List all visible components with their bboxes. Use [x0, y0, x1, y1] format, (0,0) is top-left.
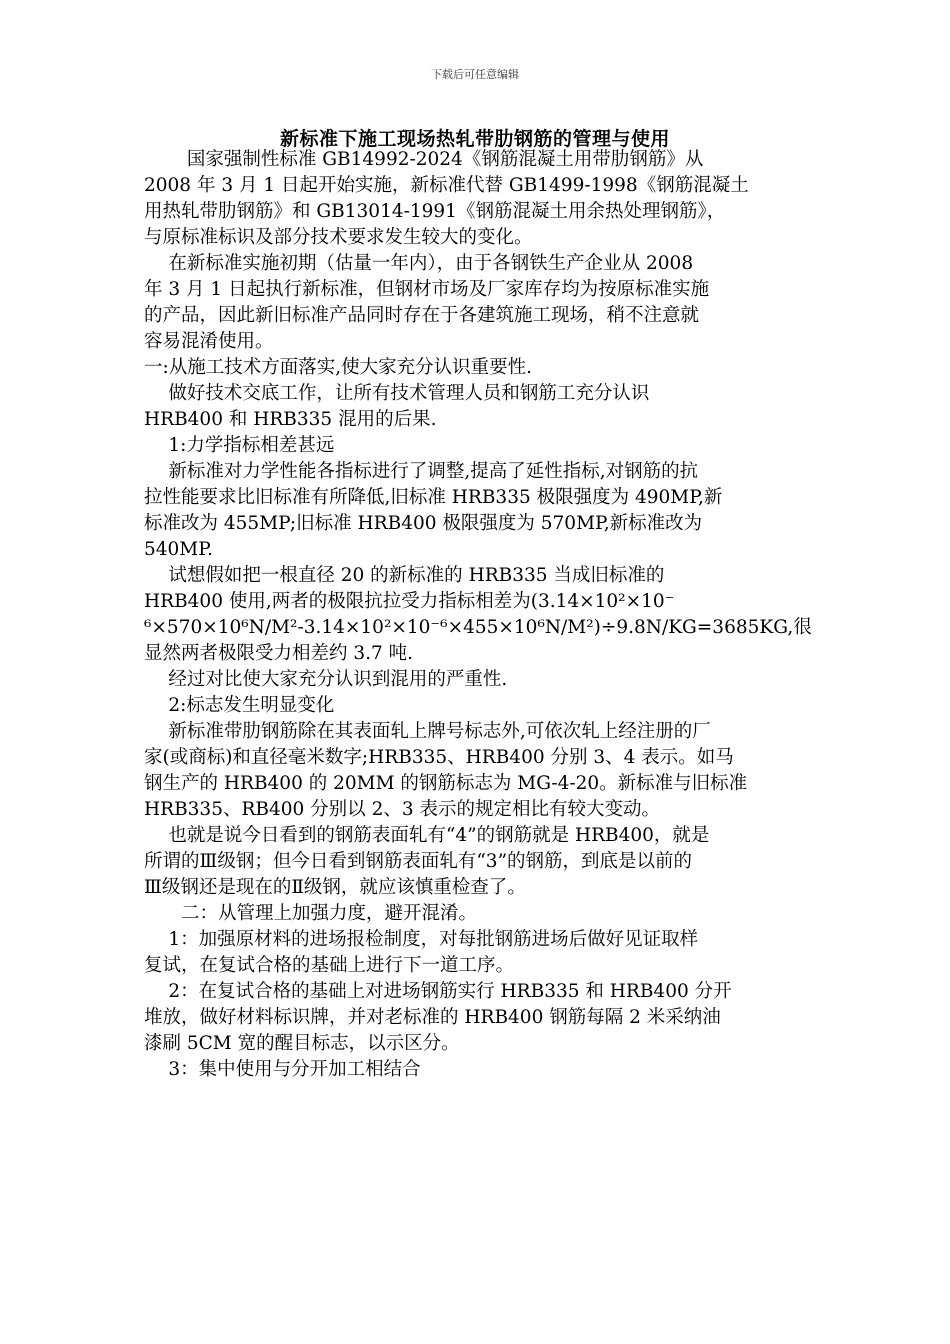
body-line: 漆刷 5CM 宽的醒目标志，以示区分。 [144, 1033, 460, 1054]
body-line: HRB335、RB400 分别以 2、3 表示的规定相比有较大变动。 [144, 799, 660, 820]
body-line: HRB400 和 HRB335 混用的后果. [144, 409, 437, 430]
body-line: 也就是说今日看到的钢筋表面轧有“4”的钢筋就是 HRB400，就是 [144, 825, 710, 846]
body-line: 的产品，因此新旧标准产品同时存在于各建筑施工现场，稍不注意就 [144, 305, 700, 326]
body-line: 家(或商标)和直径毫米数字;HRB335、HRB400 分别 3、4 表示。如马 [144, 747, 734, 768]
body-line: 2：在复试合格的基础上对进场钢筋实行 HRB335 和 HRB400 分开 [144, 981, 732, 1002]
subsection-heading: 2:标志发生明显变化 [144, 695, 335, 716]
body-line: 标准改为 455MP;旧标准 HRB400 极限强度为 570MP,新标准改为 [144, 513, 703, 534]
page-title: 新标准下施工现场热轧带肋钢筋的管理与使用 [279, 128, 670, 150]
body-line: 所谓的Ⅲ级钢；但今日看到钢筋表面轧有“3”的钢筋，到底是以前的 [144, 851, 693, 872]
body-line: ⁶×570×10⁶N/M²-3.14×10²×10⁻⁶×455×10⁶N/M²)÷9.8N/KG=3685KG,很 [144, 617, 812, 638]
body-line: Ⅲ级钢还是现在的Ⅱ级钢，就应该慎重检查了。 [144, 877, 526, 898]
body-line: 新标准对力学性能各指标进行了调整,提高了延性指标,对钢筋的抗 [144, 461, 699, 482]
body-line: 540MP. [144, 539, 213, 560]
body-line: 复试，在复试合格的基础上进行下一道工序。 [144, 955, 515, 976]
section-heading: 二：从管理上加强力度，避开混淆。 [144, 903, 478, 924]
header-note: 下载后可任意编辑 [431, 68, 519, 81]
body-line: 拉性能要求比旧标准有所降低,旧标准 HRB335 极限强度为 490MP,新 [144, 487, 723, 508]
body-line: 经过对比使大家充分认识到混用的严重性. [144, 669, 508, 690]
body-line: 钢生产的 HRB400 的 20MM 的钢筋标志为 MG-4-20。新标准与旧标准 [144, 773, 748, 794]
body-line: 2008 年 3 月 1 日起开始实施，新标准代替 GB1499-1998《钢筋混凝土 [144, 175, 749, 196]
body-line: HRB400 使用,两者的极限抗拉受力指标相差为(3.14×10²×10⁻ [144, 591, 675, 612]
section-heading: 一:从施工技术方面落实,使大家充分认识重要性. [144, 357, 532, 378]
body-line: 堆放，做好材料标识牌，并对老标准的 HRB400 钢筋每隔 2 米采纳油 [144, 1007, 721, 1028]
body-line: 在新标准实施初期（估量一年内），由于各钢铁生产企业从 2008 [144, 253, 694, 274]
body-line: 与原标准标识及部分技术要求发生较大的变化。 [144, 227, 533, 248]
subsection-heading: 1:力学指标相差甚远 [144, 435, 335, 456]
document-body [144, 147, 812, 1083]
body-line: 容易混淆使用。 [144, 331, 274, 352]
body-line: 年 3 月 1 日起执行新标准，但钢材市场及厂家库存均为按原标准实施 [144, 279, 710, 300]
body-line: 用热轧带肋钢筋》和 GB13014-1991《钢筋混凝土用余热处理钢筋》， [144, 201, 726, 222]
body-line: 试想假如把一根直径 20 的新标准的 HRB335 当成旧标准的 [144, 565, 665, 586]
body-line: 显然两者极限受力相差约 3.7 吨. [144, 643, 414, 664]
body-line: 1：加强原材料的进场报检制度，对每批钢筋进场后做好见证取样 [144, 929, 699, 950]
body-line: 国家强制性标准 GB14992-2024《钢筋混凝土用带肋钢筋》从 [144, 149, 704, 170]
body-line: 3：集中使用与分开加工相结合 [144, 1059, 421, 1080]
body-line: 新标准带肋钢筋除在其表面轧上牌号标志外,可依次轧上经注册的厂 [144, 721, 711, 742]
body-line: 做好技术交底工作，让所有技术管理人员和钢筋工充分认识 [144, 383, 650, 404]
